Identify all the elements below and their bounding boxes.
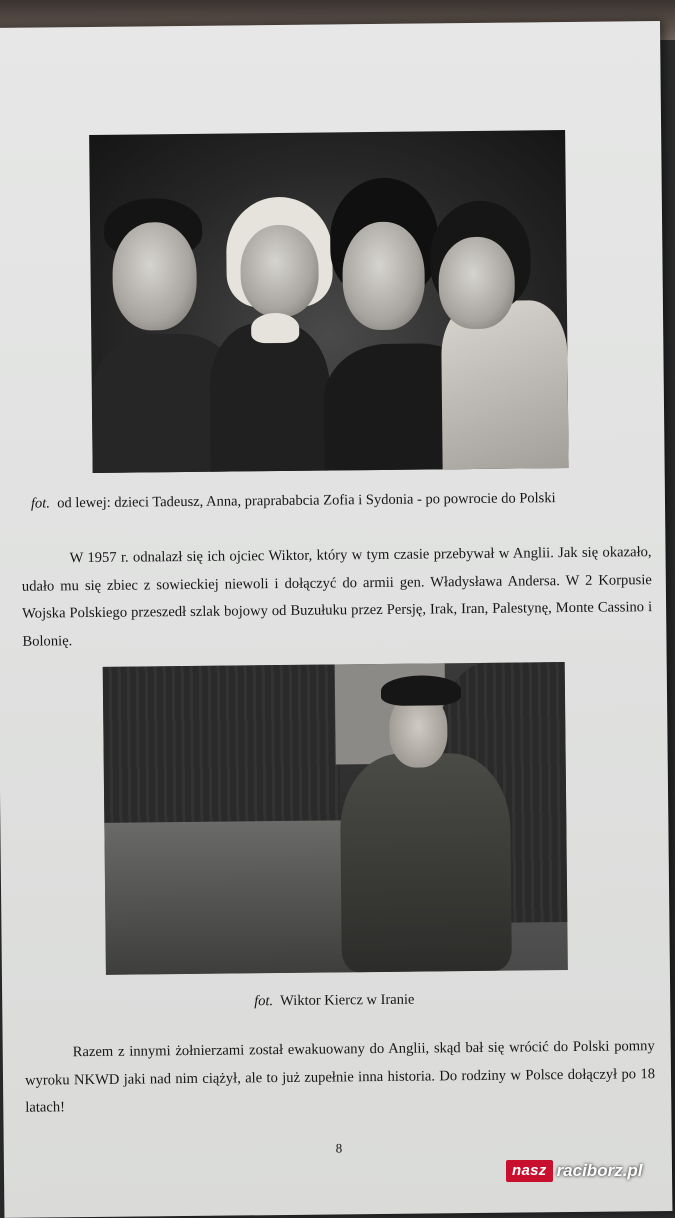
paragraph-1	[21, 539, 652, 656]
paragraph-2	[25, 1033, 656, 1122]
site-watermark	[506, 1158, 643, 1184]
photo2-caption	[254, 992, 414, 1011]
photo2-caption-text: Wiktor Kiercz w Iranie	[280, 991, 415, 1010]
watermark-brand: nasz	[506, 1160, 553, 1182]
soldier-photo	[103, 662, 568, 975]
page-number: 8	[335, 1140, 343, 1156]
watermark-site: raciborz.pl	[556, 1161, 643, 1180]
photo1-caption-prefix: fot.	[30, 495, 51, 512]
paragraph-2-text: Razem z innymi żołnierzami został ewakuowany do Anglii, skąd bał się wrócić do Polski pomny wyroku NKWD jaki nad nim ciążył, ale to już zupełnie inna historia. Do rodziny w Polsce dołączył po 18 latach!	[24, 1038, 656, 1116]
book-page	[0, 21, 672, 1218]
photo1-caption	[31, 490, 556, 512]
photo1-caption-text: od lewej: dzieci Tadeusz, Anna, praprababcia Zofia i Sydonia - po powrocie do Polski	[57, 490, 556, 512]
family-portrait-photo	[89, 130, 569, 473]
photo2-caption-prefix: fot.	[254, 993, 274, 1010]
paragraph-1-text: W 1957 r. odnalazł się ich ojciec Wiktor, który w tym czasie przebywał w Anglii. Jak się okazało, udało mu się zbiec z sowieckiej niewoli i dołączyć do armii gen. Władysława Andersa. W 2 Korpusie Wojska Polskiego przeszedł szlak bojowy od Buzułuku przez Persję, Irak, Iran, Palestynę, Monte Cassino i Bolonię.	[21, 544, 653, 650]
